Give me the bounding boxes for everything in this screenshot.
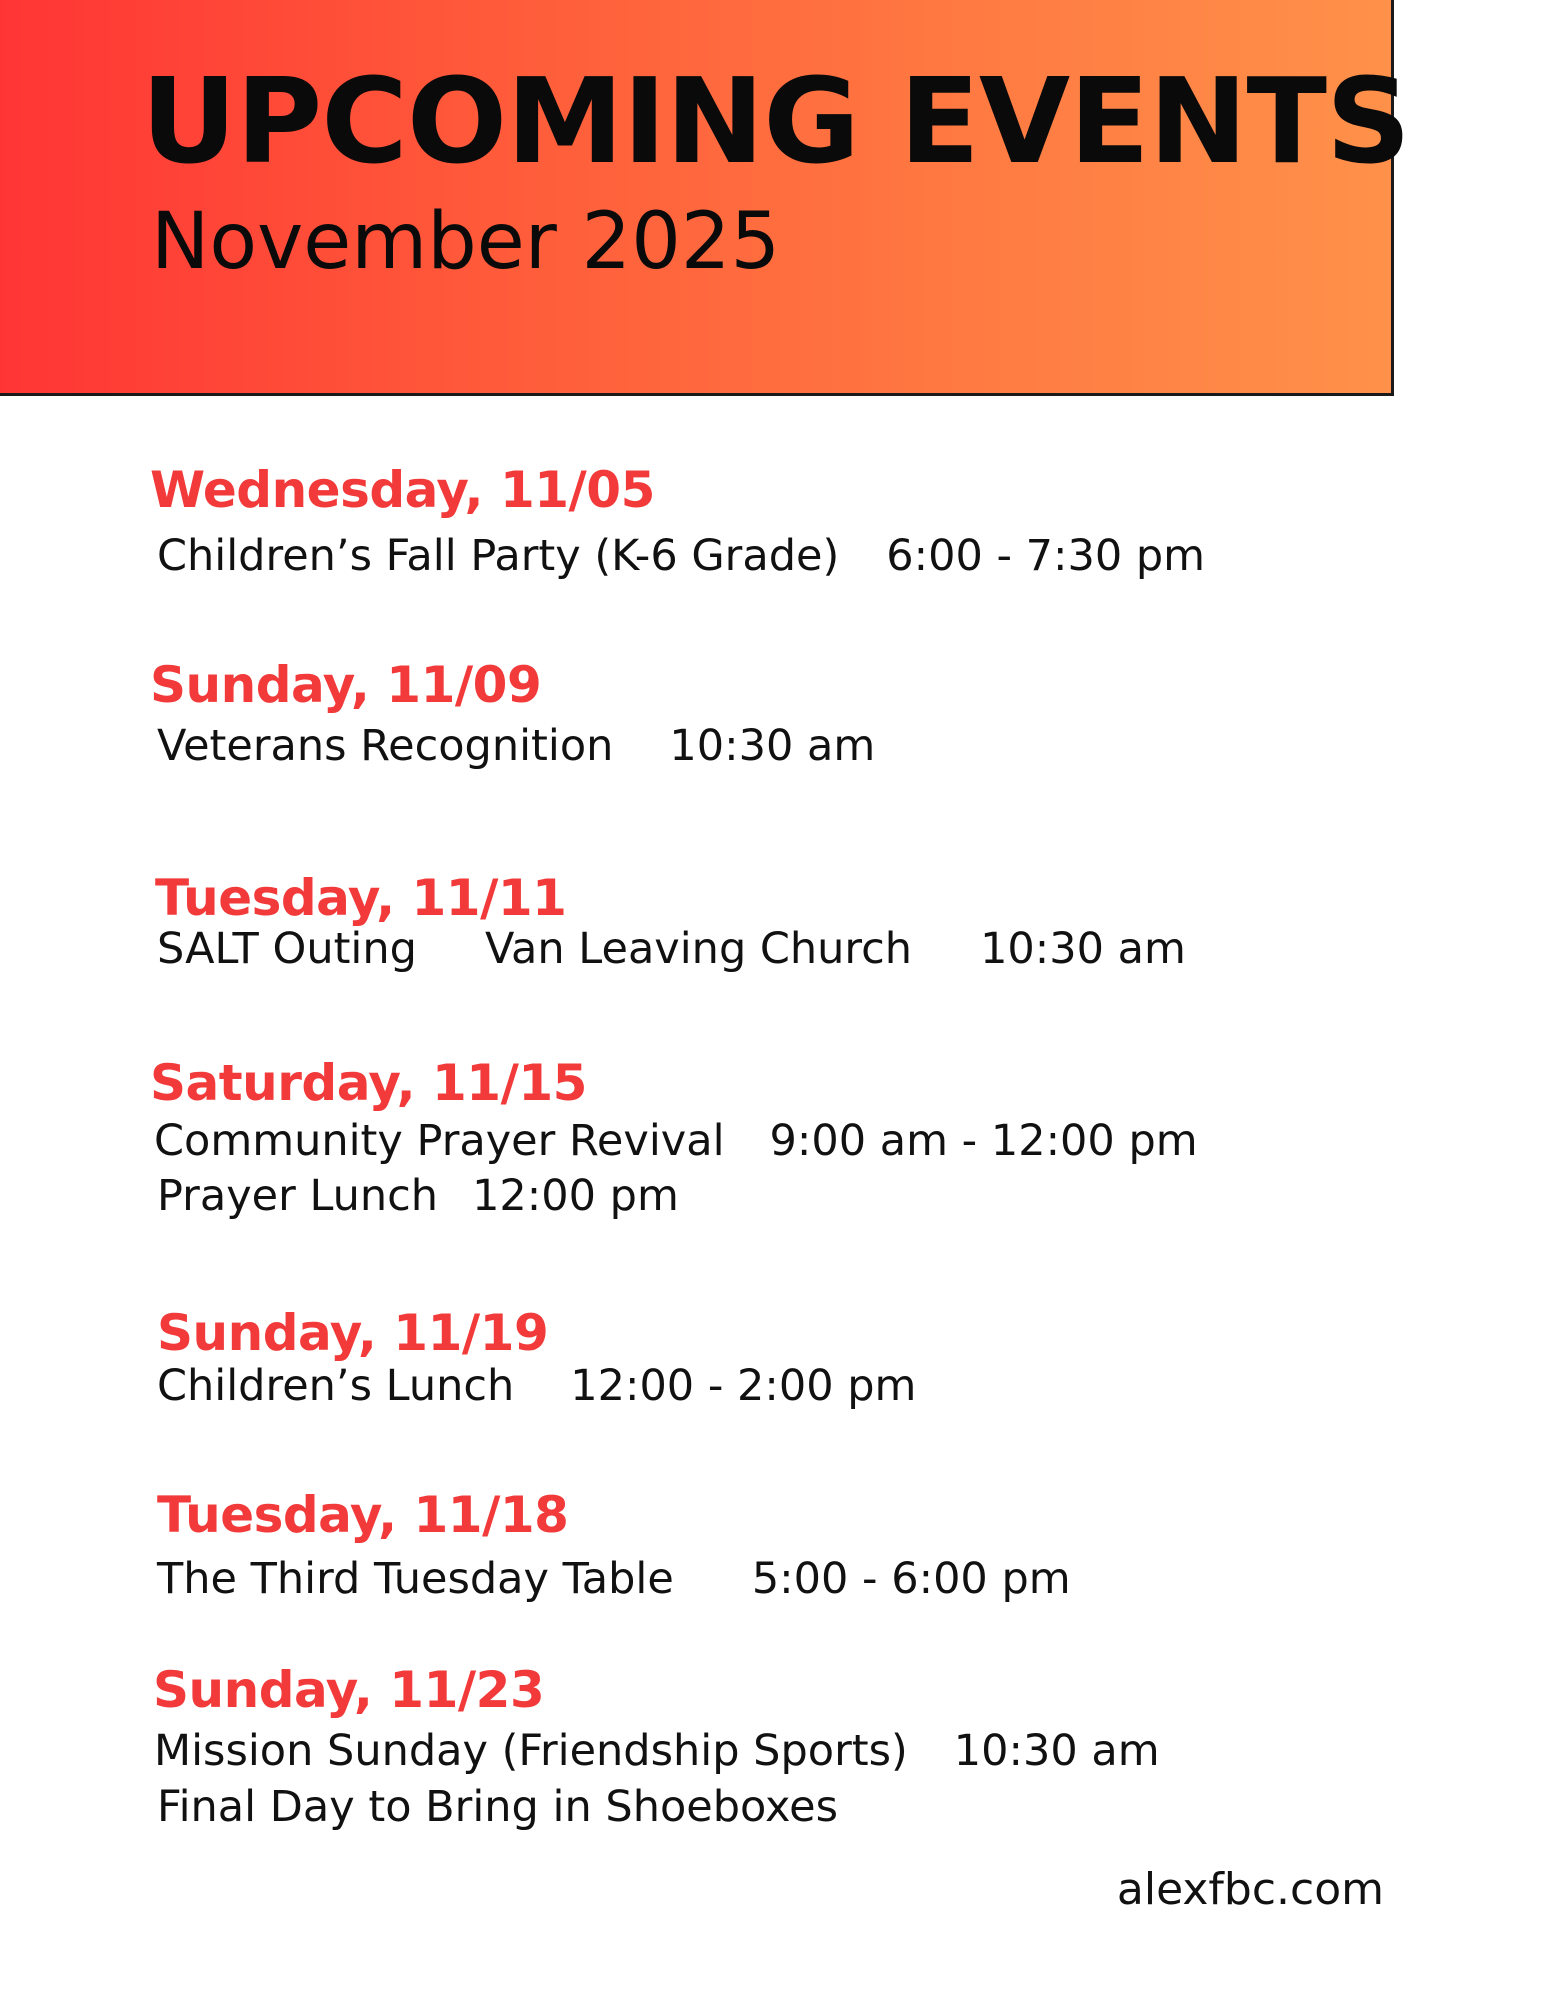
page-title: UPCOMING EVENTS <box>141 52 1410 190</box>
event-time: 9:00 am - 12:00 pm <box>769 1116 1198 1166</box>
event-date: Sunday, 11/19 <box>157 1304 549 1362</box>
event-location: Van Leaving Church <box>484 924 913 974</box>
event-time: 5:00 - 6:00 pm <box>751 1554 1071 1604</box>
event-date: Sunday, 11/23 <box>153 1661 545 1719</box>
page-subtitle: November 2025 <box>151 197 781 287</box>
event-title: Children’s Fall Party (K-6 Grade) <box>157 531 840 581</box>
event-title: Final Day to Bring in Shoeboxes <box>157 1782 838 1832</box>
event-detail-line <box>154 1116 1198 1166</box>
event-title: Mission Sunday (Friendship Sports) <box>154 1726 908 1776</box>
event-detail-line <box>157 1554 1071 1604</box>
event-detail-line <box>157 721 876 771</box>
event-date: Wednesday, 11/05 <box>150 461 655 519</box>
event-time: 6:00 - 7:30 pm <box>886 531 1206 581</box>
event-title: Veterans Recognition <box>157 721 614 771</box>
event-time: 12:00 - 2:00 pm <box>570 1361 917 1411</box>
event-detail-line <box>157 1361 917 1411</box>
event-title: Children’s Lunch <box>157 1361 515 1411</box>
event-title: SALT Outing <box>157 924 417 974</box>
event-time: 10:30 am <box>953 1726 1160 1776</box>
event-detail-line <box>157 924 1186 974</box>
event-detail-line <box>157 1782 838 1832</box>
header-banner <box>0 0 1410 396</box>
event-detail-line <box>154 1726 1160 1776</box>
event-detail-line <box>157 531 1206 581</box>
event-title: Community Prayer Revival <box>154 1116 725 1166</box>
event-date: Sunday, 11/09 <box>150 656 542 714</box>
website-url: alexfbc.com <box>1116 1864 1384 1915</box>
event-date: Saturday, 11/15 <box>150 1054 587 1112</box>
event-time: 10:30 am <box>669 721 876 771</box>
event-date: Tuesday, 11/18 <box>157 1486 569 1544</box>
event-detail-line <box>157 1171 679 1221</box>
event-date: Tuesday, 11/11 <box>155 869 567 927</box>
event-title: Prayer Lunch <box>157 1171 439 1221</box>
event-title: The Third Tuesday Table <box>157 1554 674 1604</box>
event-time: 10:30 am <box>980 924 1186 974</box>
event-time: 12:00 pm <box>472 1171 679 1221</box>
